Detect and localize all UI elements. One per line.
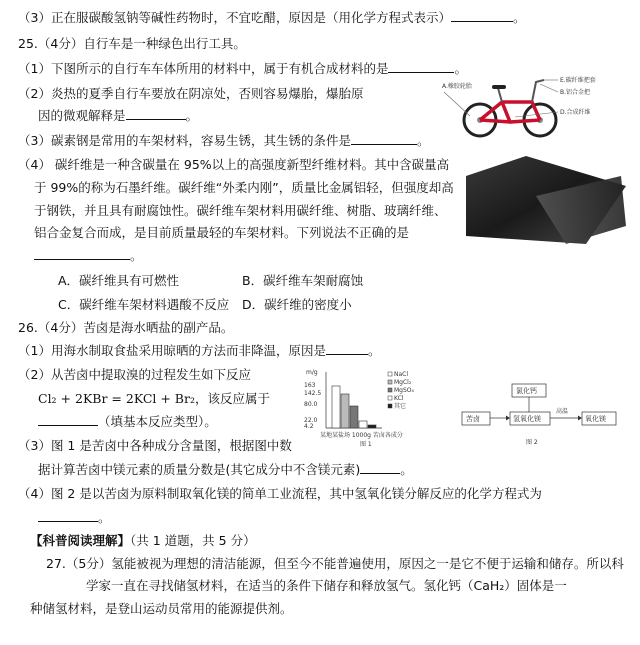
q26-item2-type-line	[38, 413, 217, 431]
fig1-xcaption: 某地某盐场 1000g 苦卤各成分	[320, 432, 403, 439]
bicycle-illustration	[440, 72, 625, 142]
q26-equation: Cl₂ + 2KBr = 2KCl + Br₂，该反应属于	[38, 391, 270, 406]
q25-item4-end: 。	[130, 248, 143, 263]
q26-heading: 26.（4分）苦卤是海水晒盐的副产品。	[18, 320, 234, 335]
section-title: 【科普阅读理解】	[30, 533, 131, 548]
q25-item2-end: 。	[185, 108, 199, 123]
fig1-tick-3: 80.0	[304, 401, 318, 408]
fig1-bar-mgcl2	[341, 394, 349, 428]
fig1-tick-1: 163	[304, 382, 316, 389]
option-a: A．碳纤维具有可燃性	[58, 273, 180, 288]
q26-item4-line: （4）图 2 是以苦卤为原料制取氧化镁的简单工业流程，其中氢氧化镁分解反应的化学方程式为	[18, 486, 542, 501]
label-frame: D.合成纤维	[560, 109, 591, 116]
q26-item3-blank[interactable]	[360, 461, 400, 474]
q25-item3-text: （3）碳素钢是常用的车架材料，容易生锈，其生锈的条件是	[18, 133, 351, 148]
fig1-bar-nacl	[332, 386, 340, 428]
section-heading	[30, 532, 256, 550]
figure-1	[300, 366, 460, 448]
fig1-legend-1: NaCl	[394, 371, 409, 378]
figure-2	[460, 382, 635, 452]
q26-item2-line: （2）从苦卤中提取溴的过程发生如下反应	[18, 367, 251, 382]
q27-line1: 27.（5分）氢能被视为理想的清洁能源，但至今不能普遍使用，原因之一是它不便于运输和储存。所以科	[46, 556, 624, 571]
fig1-tick-2: 142.5	[304, 390, 322, 397]
q26-item4-answer	[38, 509, 111, 527]
fig2-step3: 氧化镁	[585, 415, 606, 423]
fig1-tick-4: 22.0	[304, 417, 318, 424]
q25-item3-blank[interactable]	[351, 132, 417, 145]
bicycle-figure	[440, 72, 625, 142]
fig1-legend-4: KCl	[394, 395, 404, 402]
option-b: B．碳纤维车架耐腐蚀	[242, 273, 364, 288]
q24-item3-line	[18, 9, 525, 27]
q25-item2-line-b	[38, 107, 198, 125]
q25-item4-blank[interactable]	[34, 247, 130, 260]
q25-item3-end: 。	[416, 133, 430, 148]
q25-item1-line	[18, 60, 467, 78]
fig2-top: 氯化钙	[516, 387, 537, 395]
q26-item2-blank[interactable]	[38, 413, 98, 426]
q25-item4-line4: 铝合金复合而成，是目前质量最轻的车架材料。下列说法不正确的是	[34, 225, 410, 240]
q25-item4-answer	[34, 247, 143, 265]
fig1-tick-5: 4.2	[304, 423, 314, 430]
q25-heading: 25.（4分）自行车是一种绿色出行工具。	[18, 36, 246, 51]
q27-line2: 学家一直在寻找储氢材料，在适当的条件下储存和释放氢气。氢化钙（CaH₂）固体是一	[86, 578, 567, 593]
fig1-bar-other	[368, 425, 376, 428]
q24-item3-end: 。	[512, 10, 526, 25]
q26-item3-text: 据计算苦卤中镁元素的质量分数是(其它成分中不含镁元素)	[38, 462, 361, 477]
fig1-caption: 图 1	[360, 441, 372, 448]
fig1-bar-mgso4	[350, 406, 358, 428]
q26-item1-end: 。	[367, 343, 381, 358]
q26-item4-blank[interactable]	[38, 509, 98, 522]
q25-item2-text: 因的微观解释是	[38, 108, 126, 123]
label-handlebar: B.铝合金把	[560, 89, 591, 96]
q26-item4-end: 。	[98, 510, 111, 525]
q25-item2-blank[interactable]	[126, 107, 186, 120]
carbon-fiber-photo	[466, 156, 626, 244]
fig2-step2: 氢氧化镁	[513, 415, 541, 423]
fig1-ylabel: m/g	[306, 369, 318, 376]
fig1-chart	[300, 366, 460, 448]
q25-item4-line2: 于 99%的称为石墨纤维。碳纤维“外柔内刚”，质量比金属铝轻，但强度却高	[34, 180, 454, 195]
q24-item3-blank[interactable]	[451, 9, 513, 22]
q27-line3: 种储氢材料，是登山运动员常用的能源提供剂。	[30, 601, 293, 616]
carbon-fiber-sheet	[466, 156, 626, 244]
q25-item1-end: 。	[454, 61, 467, 76]
q25-item2-line-a: （2）炎热的夏季自行车要放在阴凉处，否则容易爆胎，爆胎原	[18, 86, 364, 101]
section-note: （共 1 道题，共 5 分）	[130, 533, 256, 548]
fig1-legend-3: MgSO₄	[394, 387, 414, 394]
q26-item1-blank[interactable]	[326, 342, 368, 355]
q25-item4-line1: （4） 碳纤维是一种含碳量在 95%以上的高强度新型纤维材料。其中含碳量高	[18, 157, 450, 172]
option-c: C．碳纤维车架材料遇酸不反应	[58, 297, 230, 312]
q25-item1-text: （1）下图所示的自行车车体所用的材料中，属于有机合成材料的是	[18, 61, 389, 76]
q25-item4-line3: 于钢铁，并且具有耐腐蚀性。碳纤维车架材料用碳纤维、树脂、玻璃纤维、	[34, 203, 447, 218]
label-tire: A.橡胶轮胎	[442, 83, 472, 90]
fig2-flow	[460, 382, 635, 452]
fig1-legend-2: MgCl₂	[394, 379, 412, 386]
q26-item1-line	[18, 342, 380, 360]
q26-item3-line-a: （3）图 1 是苦卤中各种成分含量图，根据图中数	[18, 438, 292, 453]
q26-item2-type-text: （填基本反应类型）。	[98, 414, 217, 429]
q26-item1-text: （1）用海水制取食盐采用晾晒的方法而非降温，原因是	[18, 343, 326, 358]
label-top: E.碳纤维把套	[560, 77, 596, 84]
q24-item3-text: （3）正在服碳酸氢钠等碱性药物时，不宜吃醋，原因是（用化学方程式表示）	[18, 10, 451, 25]
fig1-bar-kcl	[359, 421, 367, 428]
fig1-legend-5: 其它	[394, 403, 407, 410]
fig2-caption: 图 2	[526, 439, 538, 446]
fig2-step1: 苦卤	[466, 415, 480, 423]
q26-item3-line-b	[38, 461, 413, 479]
fig2-heat: 高温	[556, 408, 569, 415]
q25-item3-line	[18, 132, 429, 150]
q26-item3-end: 。	[400, 462, 413, 477]
option-d: D．碳纤维的密度小	[242, 297, 352, 312]
